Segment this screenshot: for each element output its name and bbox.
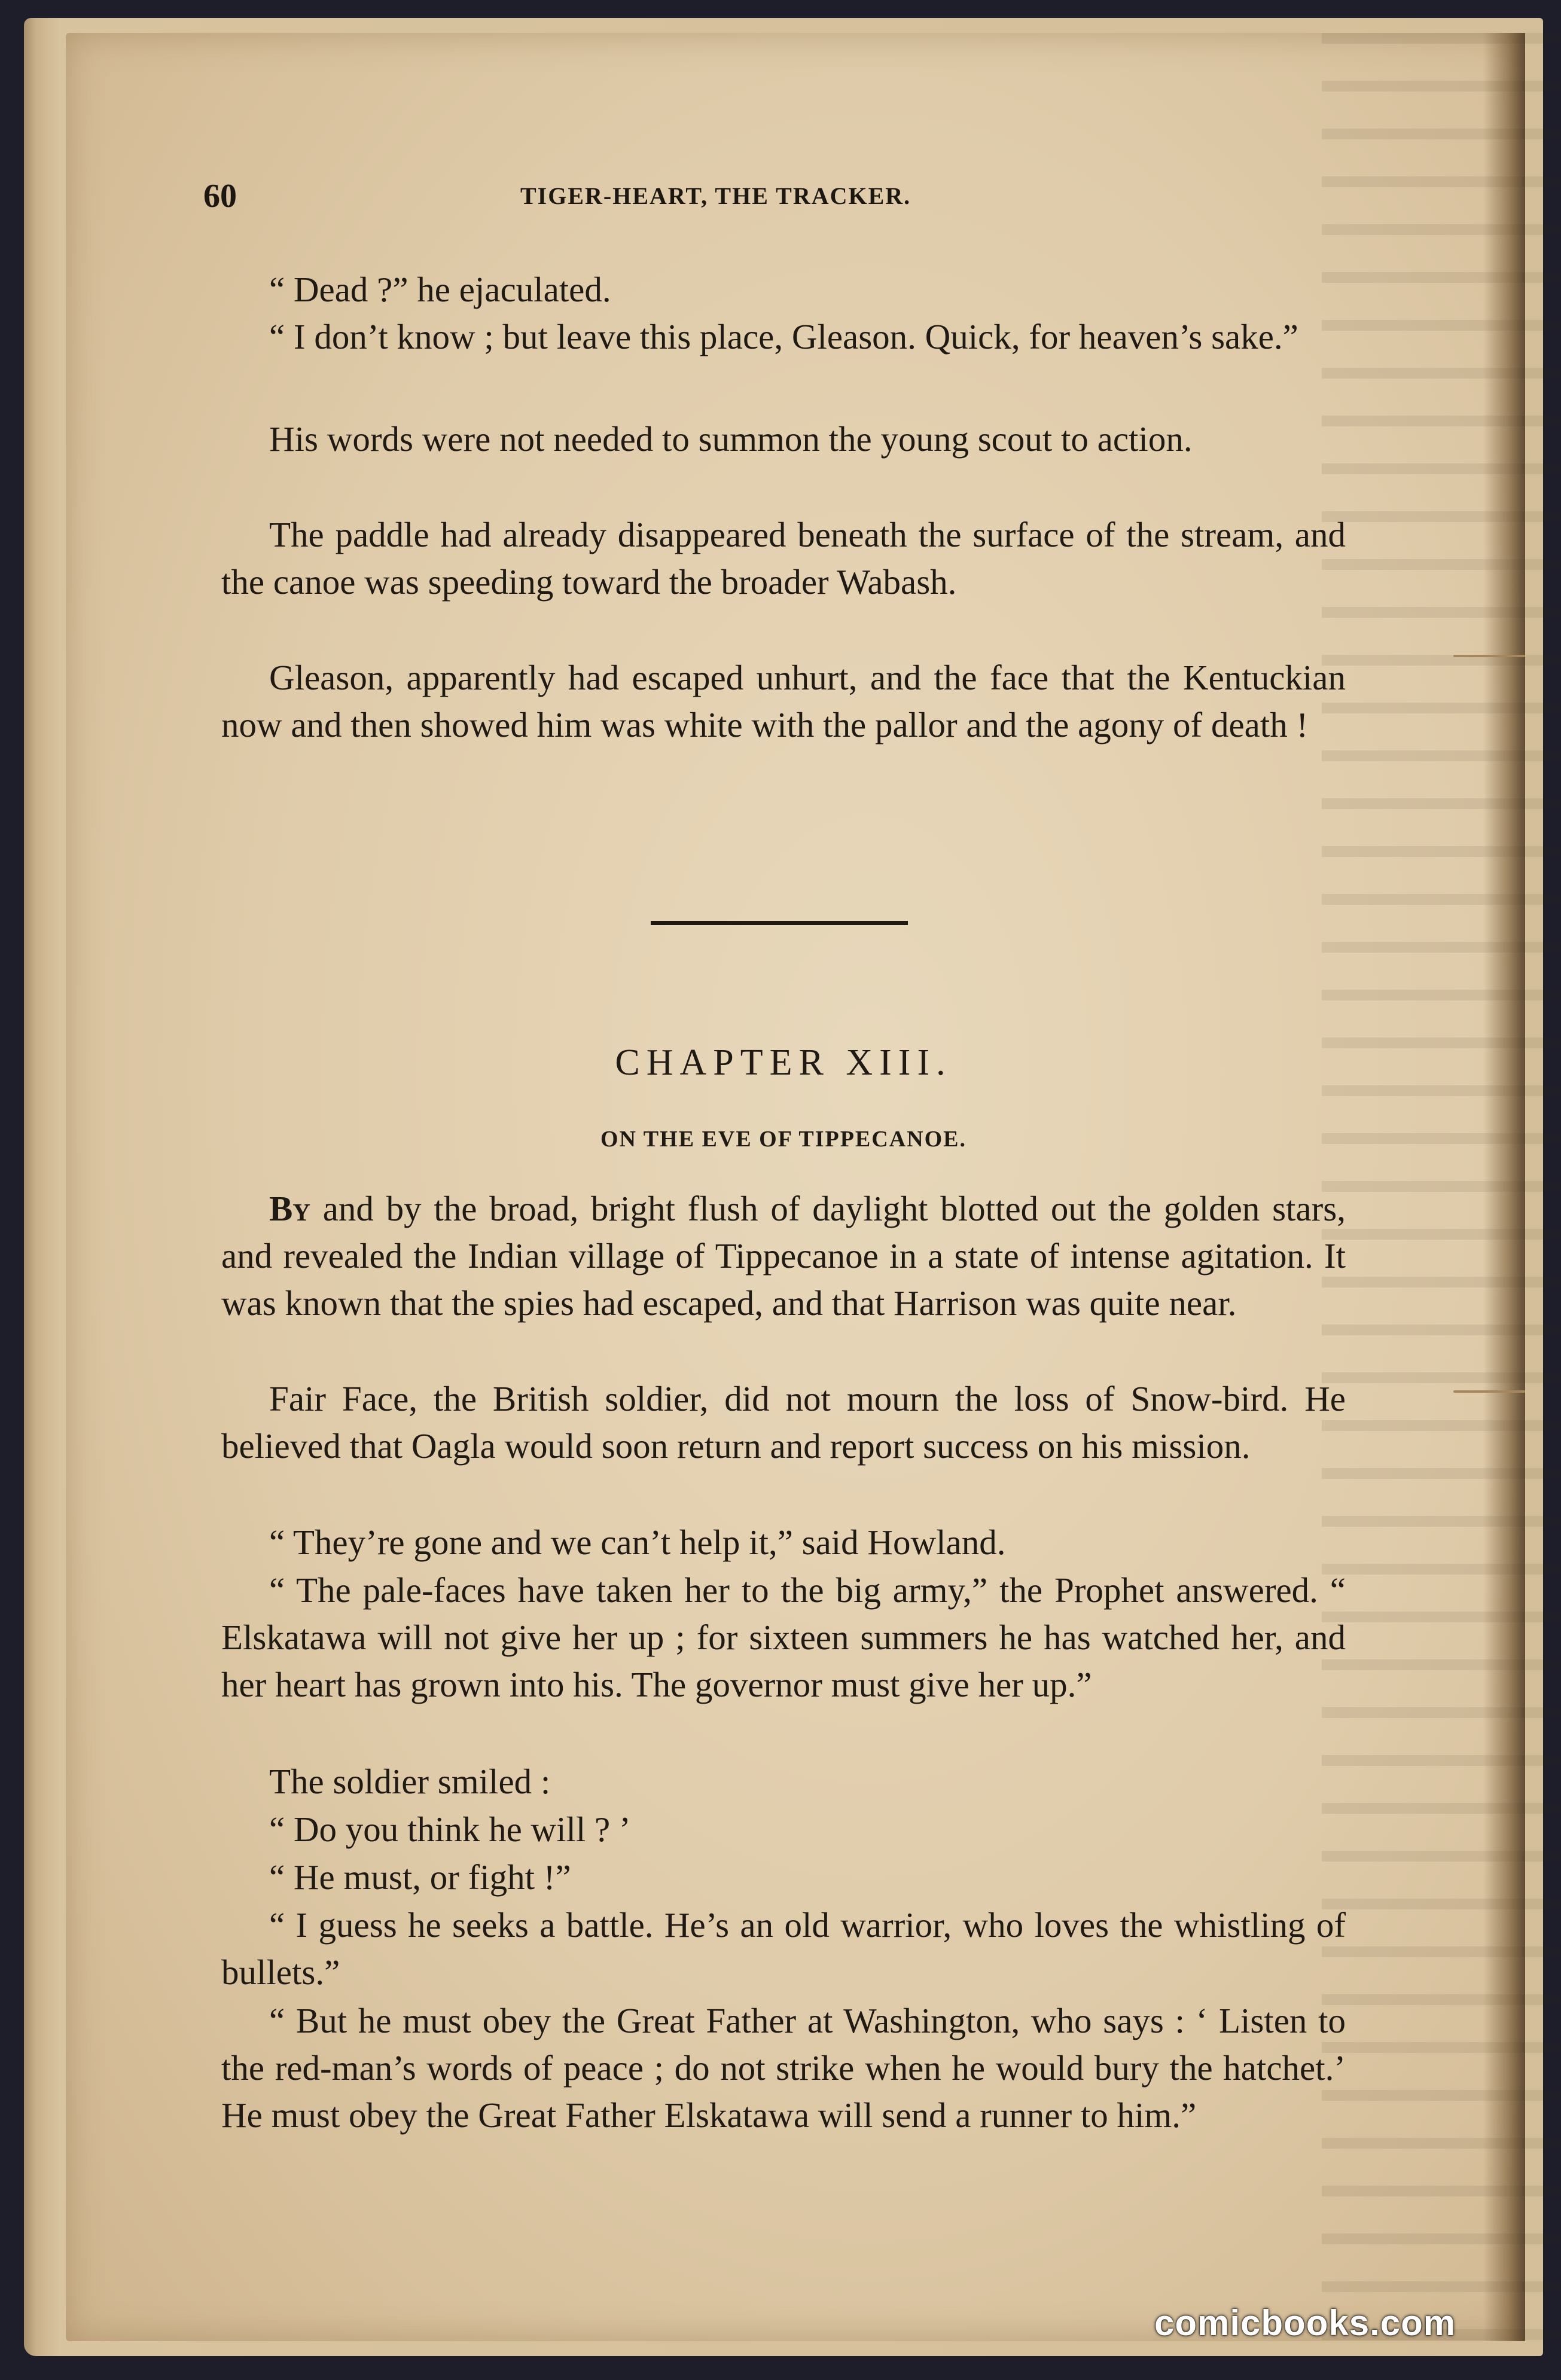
paragraph: “ But he must obey the Great Father at Washington, who says : ‘ Listen to the red-man’s words of peace ; do not strike when he would bury the hatchet.’ He must obey the Great Father Elskatawa will send a runner to him.”: [221, 2001, 1346, 2135]
page-number: 60: [203, 178, 237, 215]
paragraph: “ Do you think he will ? ’: [269, 1810, 631, 1849]
binding-stitch: [1453, 1390, 1525, 1393]
running-header: [203, 177, 1376, 213]
chapter-title: CHAPTER XIII.: [615, 1042, 952, 1083]
section-rule: [651, 921, 908, 925]
paragraph: “ I don’t know ; but leave this place, Gleason. Quick, for heaven’s sake.”: [269, 317, 1298, 356]
paragraph: The soldier smiled :: [269, 1762, 551, 1801]
chapter-subtitle: ON THE EVE OF TIPPECANOE.: [600, 1127, 967, 1152]
paragraph: Fair Face, the British soldier, did not mourn the loss of Snow-bird. He believed that Oagla would soon return and report success on his mission.: [221, 1379, 1346, 1466]
page-gutter: [1483, 33, 1525, 2341]
paragraph: “ He must, or fight !”: [269, 1857, 571, 1897]
lead-paragraph: [221, 1185, 1346, 1327]
paragraph: “ They’re gone and we can’t help it,” said Howland.: [269, 1522, 1006, 1562]
lead-word: By: [269, 1189, 310, 1228]
paragraph: The paddle had already disappeared beneath the surface of the stream, and the canoe was speeding toward the broader Wabash.: [221, 515, 1346, 602]
show-through-text: [1322, 33, 1561, 2341]
binding-stitch: [1453, 655, 1525, 657]
paragraph: “ Dead ?” he ejaculated.: [269, 270, 611, 309]
paragraph: His words were not needed to summon the young scout to action.: [269, 419, 1193, 459]
lead-text: and by the broad, bright flush of daylight blotted out the golden stars, and revealed the Indian village of Tippecanoe in a state of intense agitation. It was known that the spies had escaped, and that Harrison was quite near.: [221, 1189, 1346, 1323]
paragraph: “ The pale-faces have taken her to the big army,” the Prophet answered. “ Elskatawa will not give her up ; for sixteen summers he has watched her, and her heart has grown into his. The governor must give her up.”: [221, 1570, 1346, 1704]
watermark: comicbooks.com: [1154, 2303, 1456, 2343]
running-title: TIGER-HEART, THE TRACKER.: [520, 182, 911, 209]
paragraph: Gleason, apparently had escaped unhurt, and the face that the Kentuckian now and then showed him was white with the pallor and the agony of death !: [221, 658, 1346, 744]
paragraph: “ I guess he seeks a battle. He’s an old warrior, who loves the whistling of bullets.”: [221, 1905, 1346, 1992]
